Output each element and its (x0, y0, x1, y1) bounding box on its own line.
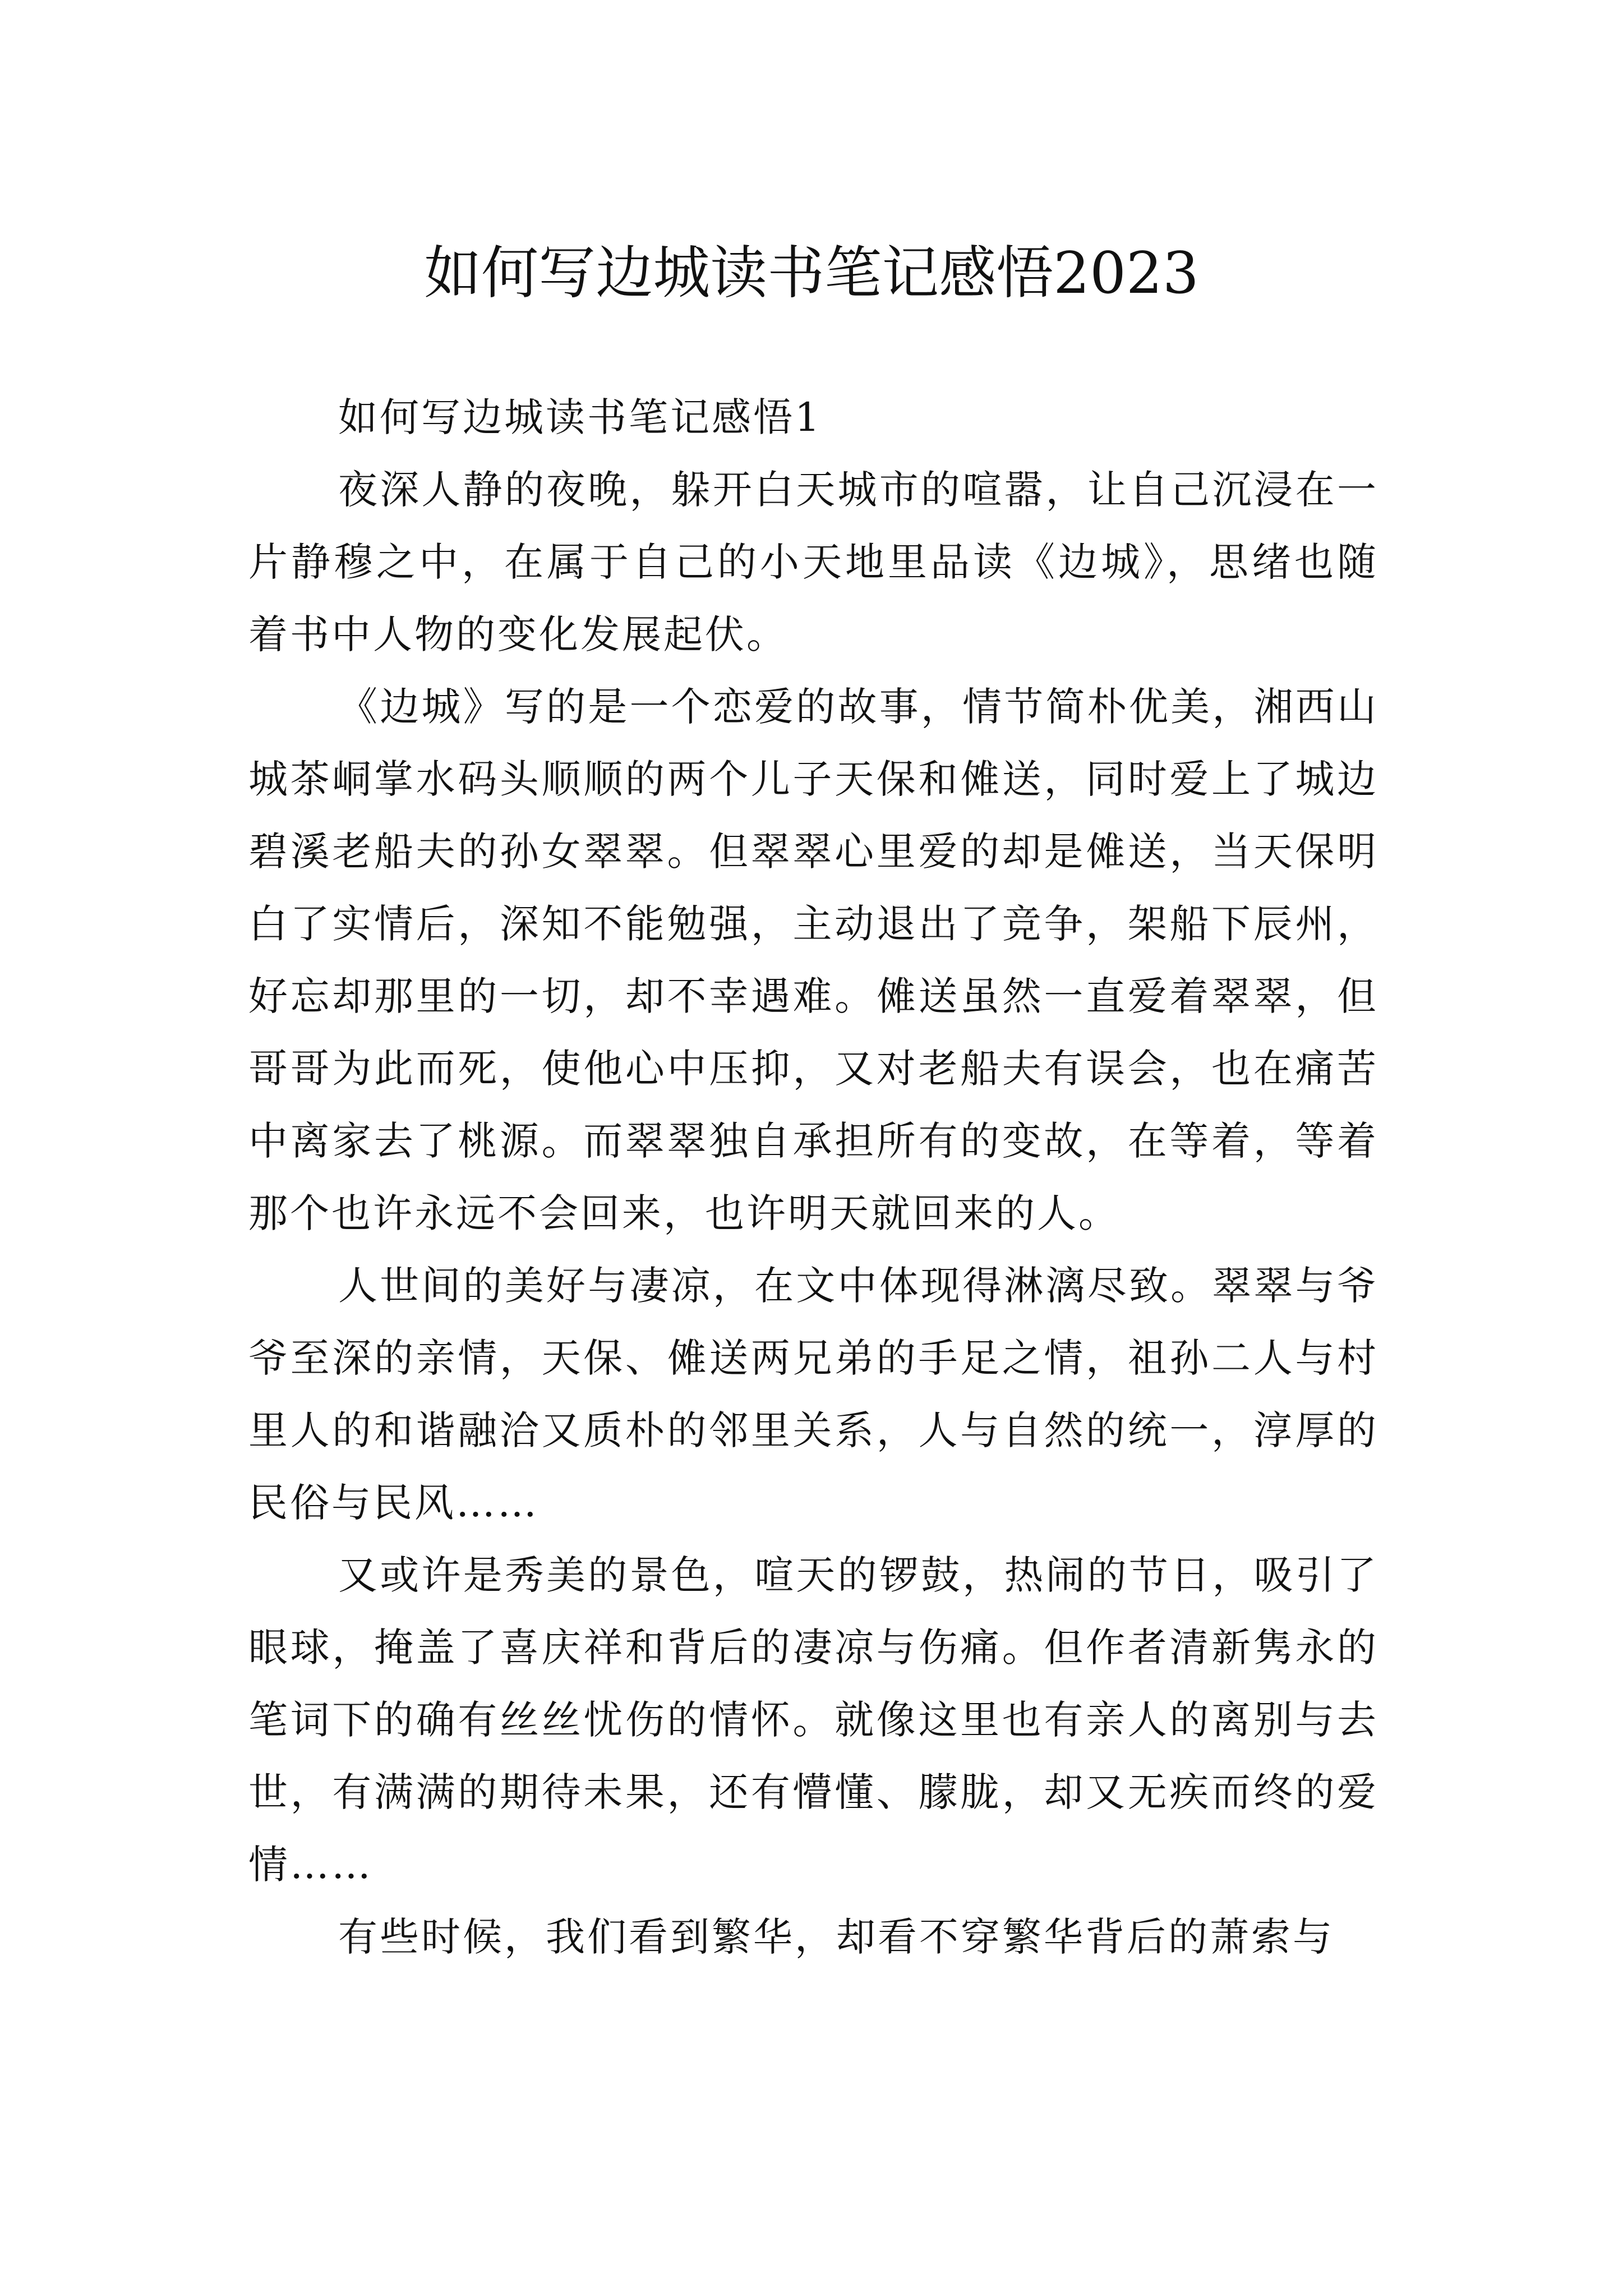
paragraph-1: 夜深人静的夜晚，躲开白天城市的喧嚣，让自己沉浸在一片静穆之中，在属于自己的小天地里品读《边城》，思绪也随着书中人物的变化发展起伏。 (248, 467, 1378, 657)
paragraph-2: 《边城》写的是一个恋爱的故事，情节简朴优美，湘西山城茶峒掌水码头顺顺的两个儿子天保和傩送，同时爱上了城边碧溪老船夫的孙女翠翠。但翠翠心里爱的却是傩送，当天保明白了实情后，深知不能勉强，主动退出了竞争，架船下辰州，好忘却那里的一切，却不幸遇难。傩送虽然一直爱着翠翠，但哥哥为此而死，使他心中压抑，又对老船夫有误会，也在痛苦中离家去了桃源。而翠翠独自承担所有的变故，在等着，等着那个也许永远不会回来，也许明天就回来的人。 (248, 684, 1378, 1236)
paragraph-5: 有些时候，我们看到繁华，却看不穿繁华背后的萧索与 (338, 1914, 1334, 1960)
document-title: 如何写边城读书笔记感悟2023 (424, 240, 1199, 307)
paragraph-3: 人世间的美好与凄凉，在文中体现得淋漓尽致。翠翠与爷爷至深的亲情，天保、傩送两兄弟的手足之情，祖孙二人与村里人的和谐融洽又质朴的邻里关系，人与自然的统一，淳厚的民俗与民风…… (248, 1263, 1378, 1526)
document-body (248, 381, 1378, 1973)
section-heading: 如何写边城读书笔记感悟1 (338, 394, 822, 440)
paragraph-4: 又或许是秀美的景色，喧天的锣鼓，热闹的节日，吸引了眼球，掩盖了喜庆祥和背后的凄凉与伤痛。但作者清新隽永的笔词下的确有丝丝忧伤的情怀。就像这里也有亲人的离别与去世，有满满的期待未果，还有懵懂、朦胧，却又无疾而终的爱情…… (248, 1552, 1378, 1888)
